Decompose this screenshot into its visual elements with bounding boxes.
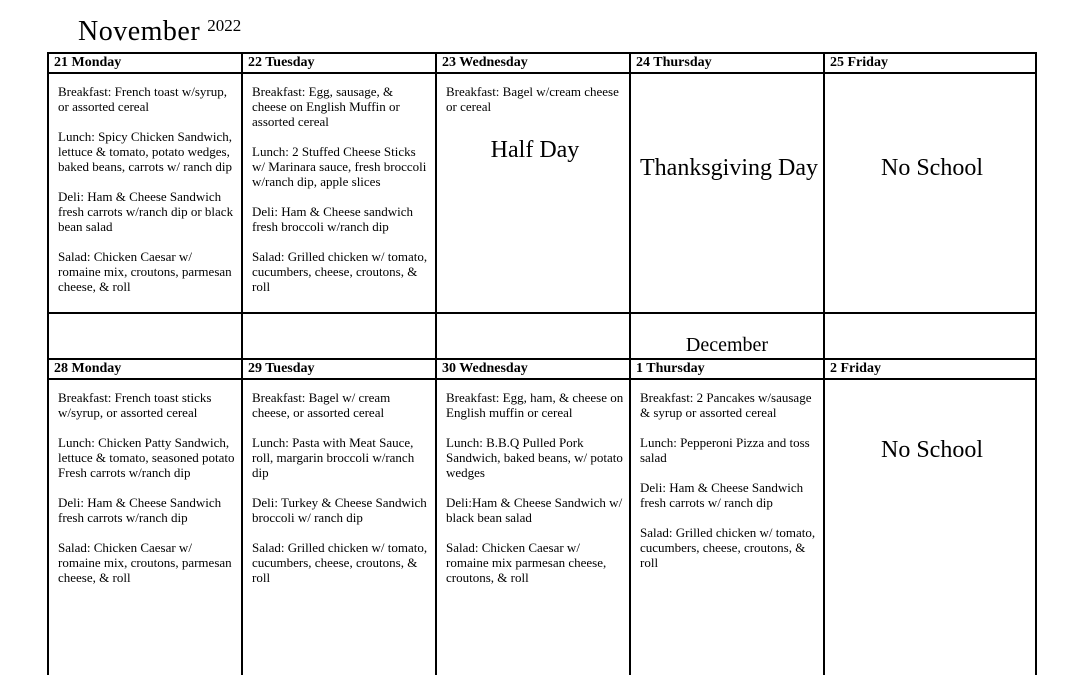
day-cell-25-friday (824, 73, 1036, 313)
year-label: 2022 (207, 16, 242, 35)
month-title: November (78, 16, 201, 47)
day-header-23-wednesday: 23 Wednesday (436, 53, 630, 73)
meal-lunch: Lunch: B.B.Q Pulled Pork Sandwich, baked beans, w/ potato wedges (446, 435, 623, 480)
meal-breakfast: Breakfast: Egg, ham, & cheese on English muffin or cereal (446, 390, 624, 420)
day-cell-21-monday (48, 73, 242, 313)
day-cell-28-monday (48, 379, 242, 675)
day-header-21-monday: 21 Monday (48, 53, 242, 73)
day-header-2-friday: 2 Friday (824, 359, 1036, 379)
meal-lunch: Lunch: Pepperoni Pizza and toss salad (640, 435, 810, 465)
day-cell-2-friday (824, 379, 1036, 675)
meal-lunch: Lunch: Chicken Patty Sandwich, lettuce & tomato, seasoned potato Fresh carrots w/ranch dip (58, 435, 235, 480)
no-school-label: No School (881, 155, 983, 181)
december-label: December (630, 313, 824, 359)
meal-deli: Deli: Ham & Cheese Sandwich fresh carrots w/ ranch dip (640, 480, 804, 510)
day-header-1-thursday: 1 Thursday (630, 359, 824, 379)
meal-salad: Salad: Grilled chicken w/ tomato, cucumbers, cheese, croutons, & roll (252, 540, 428, 585)
day-cell-29-tuesday (242, 379, 436, 675)
spacer-cell (48, 313, 242, 359)
meal-deli: Deli: Ham & Cheese Sandwich fresh carrots w/ranch dip or black bean salad (58, 189, 234, 234)
day-header-24-thursday: 24 Thursday (630, 53, 824, 73)
meal-breakfast: Breakfast: French toast w/syrup, or assorted cereal (58, 84, 227, 114)
week1-header-row (48, 53, 1036, 73)
meal-salad: Salad: Grilled chicken w/ tomato, cucumbers, cheese, croutons, & roll (640, 525, 816, 570)
meal-lunch: Lunch: Pasta with Meat Sauce, roll, margarin broccoli w/ranch dip (252, 435, 415, 480)
no-school-label: No School (881, 437, 983, 463)
meal-deli: Deli: Turkey & Cheese Sandwich broccoli w/ ranch dip (252, 495, 427, 525)
half-day-label: Half Day (490, 137, 580, 163)
meal-deli: Deli:Ham & Cheese Sandwich w/ black bean salad (446, 495, 623, 525)
week2-table (47, 312, 1037, 675)
week1-content-row (48, 73, 1036, 313)
meal-deli: Deli: Ham & Cheese sandwich fresh broccoli w/ranch dip (252, 204, 414, 234)
month-divider-row (48, 313, 1036, 359)
day-cell-22-tuesday (242, 73, 436, 313)
week2-header-row (48, 359, 1036, 379)
day-header-22-tuesday: 22 Tuesday (242, 53, 436, 73)
thanksgiving-day-label: Thanksgiving Day (640, 155, 818, 181)
meal-deli: Deli: Ham & Cheese Sandwich fresh carrots w/ranch dip (58, 495, 222, 525)
week1-table (47, 52, 1037, 314)
day-header-28-monday: 28 Monday (48, 359, 242, 379)
meal-breakfast: Breakfast: Bagel w/cream cheese or cereal (446, 84, 619, 114)
meal-breakfast: Breakfast: 2 Pancakes w/sausage & syrup or assorted cereal (640, 390, 812, 420)
spacer-cell (436, 313, 630, 359)
day-header-29-tuesday: 29 Tuesday (242, 359, 436, 379)
day-cell-30-wednesday (436, 379, 630, 675)
meal-salad: Salad: Chicken Caesar w/ romaine mix, croutons, parmesan cheese, & roll (58, 540, 232, 585)
spacer-cell (242, 313, 436, 359)
week2-content-row (48, 379, 1036, 675)
meal-breakfast: Breakfast: French toast sticks w/syrup, or assorted cereal (58, 390, 212, 420)
meal-breakfast: Breakfast: Egg, sausage, & cheese on English Muffin or assorted cereal (252, 84, 400, 129)
meal-breakfast: Breakfast: Bagel w/ cream cheese, or assorted cereal (252, 390, 391, 420)
meal-salad: Salad: Chicken Caesar w/ romaine mix, croutons, parmesan cheese, & roll (58, 249, 232, 294)
meal-salad: Salad: Grilled chicken w/ tomato, cucumbers, cheese, croutons, & roll (252, 249, 428, 294)
spacer-cell (824, 313, 1036, 359)
day-header-25-friday: 25 Friday (824, 53, 1036, 73)
day-cell-23-wednesday (436, 73, 630, 313)
day-cell-24-thursday (630, 73, 824, 313)
day-header-30-wednesday: 30 Wednesday (436, 359, 630, 379)
meal-lunch: Lunch: 2 Stuffed Cheese Sticks w/ Marinara sauce, fresh broccoli w/ranch dip, apple slices (252, 144, 427, 189)
day-cell-1-thursday (630, 379, 824, 675)
calendar-title (78, 16, 241, 48)
meal-salad: Salad: Chicken Caesar w/ romaine mix parmesan cheese, croutons, & roll (446, 540, 607, 585)
meal-lunch: Lunch: Spicy Chicken Sandwich, lettuce & tomato, potato wedges, baked beans, carrots w/ ranch dip (58, 129, 233, 174)
